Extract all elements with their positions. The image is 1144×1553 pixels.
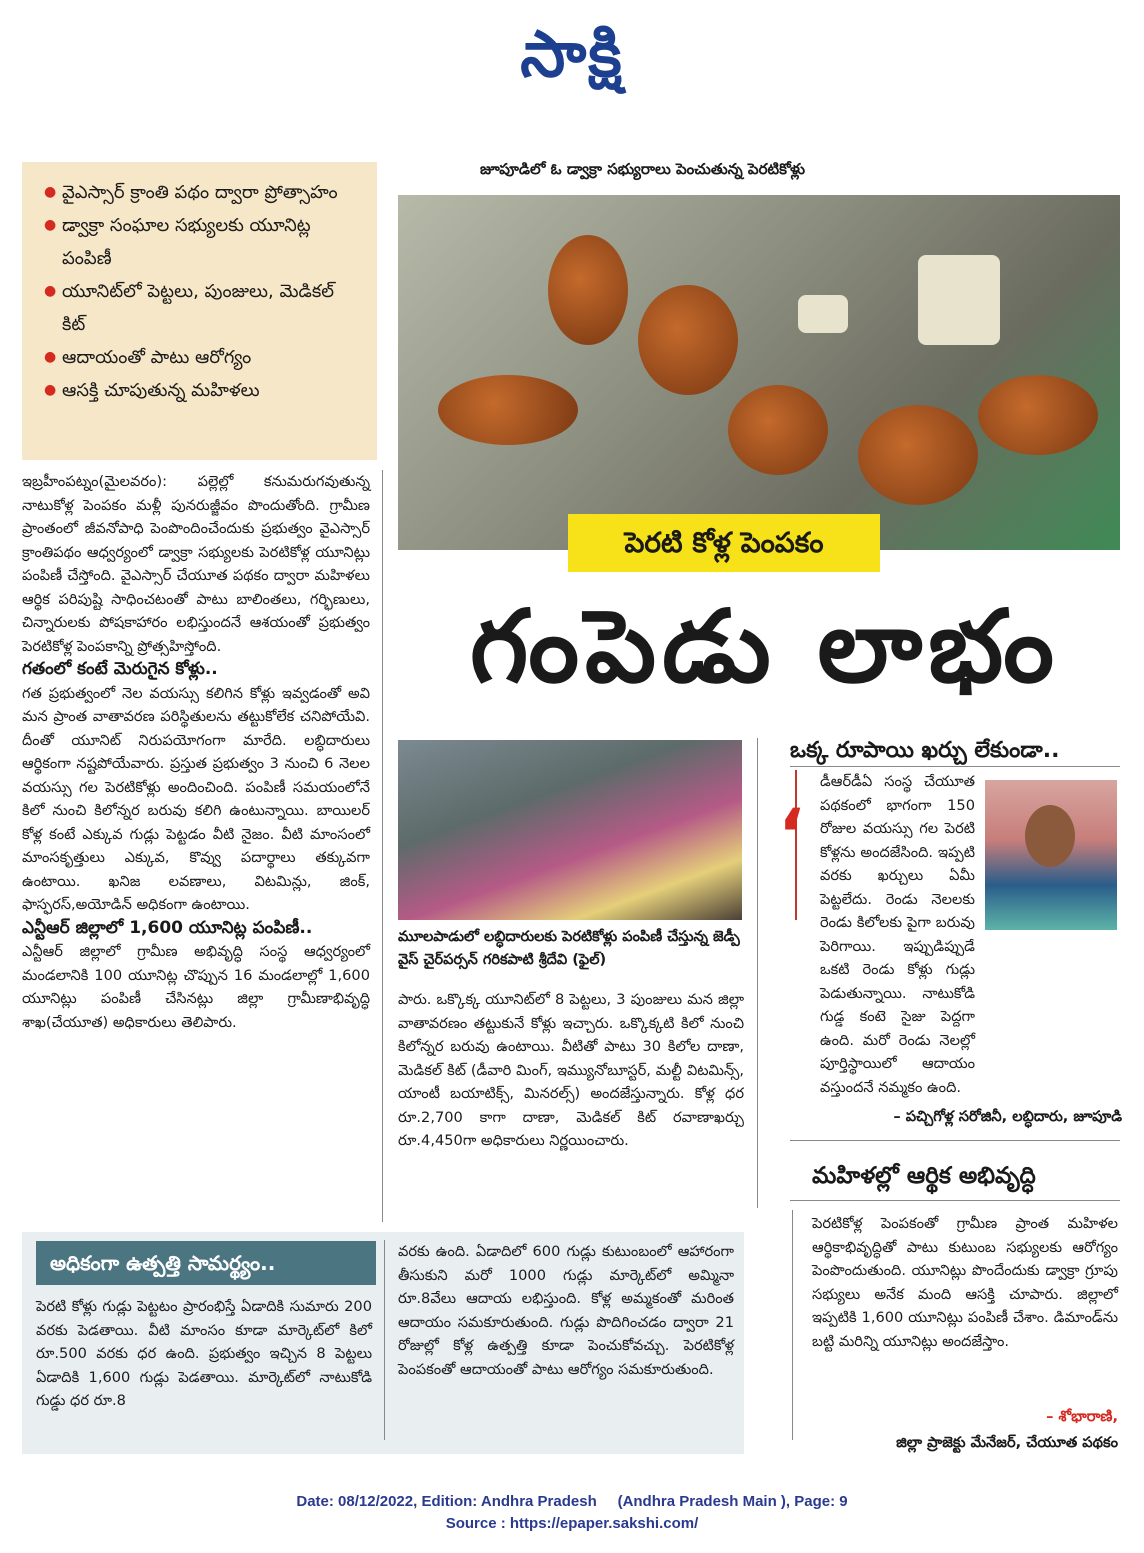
section2-attribution-role: జిల్లా ప్రాజెక్టు మేనేజర్, చేయూత పథకం [896,1434,1118,1451]
hens-photo [398,195,1120,550]
quote-heading: ఒక్క రూపాయి ఖర్చు లేకుండా.. [790,738,1060,763]
article-paragraph: గత ప్రభుత్వంలో నెల వయస్సు కలిగిన కోళ్లు ఇవ్వడంతో అవి మన ప్రాంత వాతావరణ పరిస్థితులను తట్టుకోలేక చనిపోయేవి. దీంతో యూనిట్ నిరుపయోగంగా మారేది. లబ్ధిదారులు ఆర్థికంగా నష్టపోయేవారు. ప్రస్తుత ప్రభుత్వం 3 నుంచి 6 నెలల వయస్సు గల పెరటికోళ్లు అందించింది. పంపిణీ సమయంలోనే కిలో నుంచి కిలోన్నర బరువు కలిగి ఉంటున్నాయి. బాయిలర్ కోళ్ల కంటే ఎక్కువ గుడ్లు పెట్టడం వీటి నైజం. వీటి మాంసంలో మాంసకృత్తులు ఎక్కువ, కొవ్వు పదార్థాలు తక్కువగా ఉంటాయి. ఖనిజ లవణాలు, విటమిన్లు, జింక్, ఫాస్ఫరస్,అయోడిన్ అధికంగా ఉంటాయి. [22,684,370,913]
section2-attribution-name: – శోభారాణి, [1046,1408,1118,1425]
page-footer [0,1491,1144,1535]
article-subheading: ఎన్టీఆర్ జిల్లాలో 1,600 యూనిట్ల పంపిణీ.. [22,917,313,938]
section2-heading: మహిళల్లో ఆర్థిక అభివృద్ధి [812,1163,1036,1189]
quote-text-block [820,770,1120,1099]
photo-hen [978,375,1098,455]
article-paragraph: ఎన్టీఆర్ జిల్లాలో గ్రామీణ అభివృద్ధి సంస్థ ఆధ్వర్యంలో మండలానికి 100 యూనిట్ల చొప్పున 16 మండలాల్లో 1,600 యూనిట్లు పంపిణీ చేసినట్లు జిల్లా గ్రామీణాభివృద్ధి శాఖ(చేయూత) అధికారులు తెలిపారు. [22,943,370,1031]
section2-side-rule [792,1210,793,1440]
highlight-item: ● ఆసక్తి చూపుతున్న మహిళలు [44,374,361,407]
photo-hen [728,385,828,475]
photo-hen [548,235,628,345]
article-paragraph: ఇబ్రహీంపట్నం(మైలవరం): పల్లెల్లో కనుమరుగవుతున్న నాటుకోళ్ల పెంపకం మళ్లీ పునరుజ్జీవం పొందుతోంది. గ్రామీణ ప్రాంతంలో జీవనోపాధి పెంపొందించేందుకు ప్రభుత్వం వైఎస్సార్ క్రాంతిపథం ఆధ్వర్యంలో డ్వాక్రా సభ్యులకు పెరటికోళ్ల యూనిట్లు పంపిణీ చేస్తోంది. వైఎస్సార్ చేయూత పథకం ద్వారా మహిళలు ఆర్థిక పరిపుష్టి సాధించటంతో పాటు బాలింతలు, గర్భిణులు, చిన్నారులకు పోషకాహారం లభిస్తుందనే ఆశయంతో ప్రభుత్వం పెరటికోళ్ల పెంపకాన్ని ప్రోత్సహిస్తోంది. [22,473,370,655]
article-column-2: పారు. ఒక్కొక్క యూనిట్‌లో 8 పెట్టలు, 3 పుంజులు మన జిల్లా వాతావరణం తట్టుకునే కోళ్లు ఇచ్చారు. ఒక్కొక్కటి కిలో నుంచి కిలోన్నర బరువు ఉంటాయి. వీటితో పాటు 30 కిలోల దాణా, మెడికల్ కిట్ (డీవారి మింగ్, ఇమ్యునోబూస్టర్, మల్టీ విటమిన్స్, యాంటీ బయాటిక్స్, మినరల్స్) అందజేస్తున్నారు. కోళ్ల ధర రూ.2,700 కాగా దాణా, మెడికల్ కిట్ రవాణాఖర్చు రూ.4,450గా అధికారులు నిర్ణయించారు. [398,991,744,1149]
photo-hen [858,405,978,505]
photo-feeder [798,295,848,333]
footer-source: Source : https://epaper.sakshi.com/ [445,1515,699,1532]
box-divider [384,1240,385,1440]
highlight-item: ● డ్వాక్రా సంఘాల సభ్యులకు యూనిట్ల పంపిణీ [44,209,361,275]
quote-top-rule [790,766,1120,767]
quote-mark-icon: ‘ [778,794,805,876]
masthead-logo [0,10,1144,100]
production-box-title: అధికంగా ఉత్పత్తి సామర్థ్యం.. [36,1241,376,1285]
section2-rule [790,1200,1120,1201]
photo-hen [638,285,738,395]
photo-hen [438,375,578,445]
production-box-left-text: పెరటి కోళ్లు గుడ్లు పెట్టటం ప్రారంభిస్తే ఏడాదికి సుమారు 200 వరకు పెడతాయి. వీటి మాంసం కూడా మార్కెట్‌లో కిలో రూ.500 వరకు ధర ఉంది. ప్రభుత్వం ఇచ్చిన 8 పెట్టలు ఏడాదికి 1,600 గుడ్లు పెడతాయి. మార్కెట్‌లో నాటుకోడి గుడ్డు ధర రూ.8 [36,1298,372,1409]
footer-date-edition: Date: 08/12/2022, Edition: Andhra Pradesh (Andhra Pradesh Main ), Page: 9 [296,1493,848,1510]
section-rule [790,1140,1120,1141]
quote-text: డీఆర్‌డీఏ సంస్థ చేయూత పథకంలో భాగంగా 150 రోజుల వయస్సు గల పెరటి కోళ్లను అందజేసింది. ఇప్పటి వరకు ఖర్చులు ఏమీ పెట్టలేదు. రెండు నెలలకు రెండు కిలోలకు పైగా బరువు పెరిగాయి. ఇప్పుడిప్పుడే ఒకటి రెండు కోళ్లు గుడ్లు పెడుతున్నాయి. నాటుకోడి గుడ్డ కంటె సైజు పెద్దగా ఉంది. మరో రెండు నెలల్లో పూర్తిస్థాయిలో ఆదాయం వస్తుందనే నమ్మకం ఉంది. [820,773,975,1096]
highlights-box [22,162,377,460]
column-divider [382,470,383,1222]
highlight-item: ● యూనిట్‌లో పెట్టలు, పుంజులు, మెడికల్ కిట్ [44,275,361,341]
highlight-item: ● ఆదాయంతో పాటు ఆరోగ్యం [44,341,361,374]
article-subheading: గతంలో కంటే మెరుగైన కోళ్లు.. [22,659,218,679]
page-headline: గంపెడు లాభం [470,588,1060,705]
section2-text: పెరటికోళ్ల పెంపకంతో గ్రామీణ ప్రాంత మహిళల ఆర్థికాభివృద్ధితో పాటు కుటుంబ సభ్యులకు ఆరోగ్యం పెంపొందుతుంది. యూనిట్లు పొందేందుకు డ్వాక్రా గ్రూపు సభ్యులు అనేక మంది ఆసక్తి చూపారు. జిల్లాలో ఇప్పటికి 1,600 యూనిట్లు పంపిణీ చేశాం. డిమాండ్‌ను బట్టి మరిన్ని యూనిట్లు అందజేస్తాం. [812,1215,1118,1350]
column-divider [757,738,758,1208]
subhead-banner: పెరటి కోళ్ల పెంపకం [568,514,880,572]
production-box-right-text: వరకు ఉంది. ఏడాదిలో 600 గుడ్లు కుటుంబంలో ఆహారంగా తీసుకుని మరో 1000 గుడ్లు మార్కెట్‌లో అమ్మినా రూ.8వేలు ఆదాయ లభిస్తుంది. కోళ్ల అమ్మకంతో మరింత ఆదాయం సమకూరుతుంది. గుడ్లు పొదిగించడం ద్వారా 21 రోజుల్లో కోళ్ల ఉత్పత్తి కూడా పెంచుకోవచ్చు. పెరటికోళ్ల పెంపకంతో ఆదాయంతో పాటు ఆరోగ్యం సమకూరుతుంది. [398,1243,734,1378]
distribution-photo [398,740,742,920]
article-column-1 [22,470,370,1034]
photo-bucket [918,255,1000,345]
distribution-photo-caption: మూలపాడులో లబ్ధిదారులకు పెరటికోళ్లు పంపిణీ చేస్తున్న జెడ్పీ వైస్ చైర్‌పర్సన్ గరికపాటి శ్రీదేవి (ఫైల్) [398,929,740,968]
quote-attribution: – పచ్చిగోళ్ల సరోజినీ, లబ్ధిదారు, జూపూడి [893,1108,1122,1125]
top-photo-caption: జూపూడిలో ఓ డ్వాక్రా సభ్యురాలు పెంచుతున్న పెరటికోళ్లు [480,160,806,178]
masthead-text: సాక్షి [520,18,624,92]
highlight-item: ● వైఎస్సార్ క్రాంతి పథం ద్వారా ప్రోత్సాహం [44,176,361,209]
